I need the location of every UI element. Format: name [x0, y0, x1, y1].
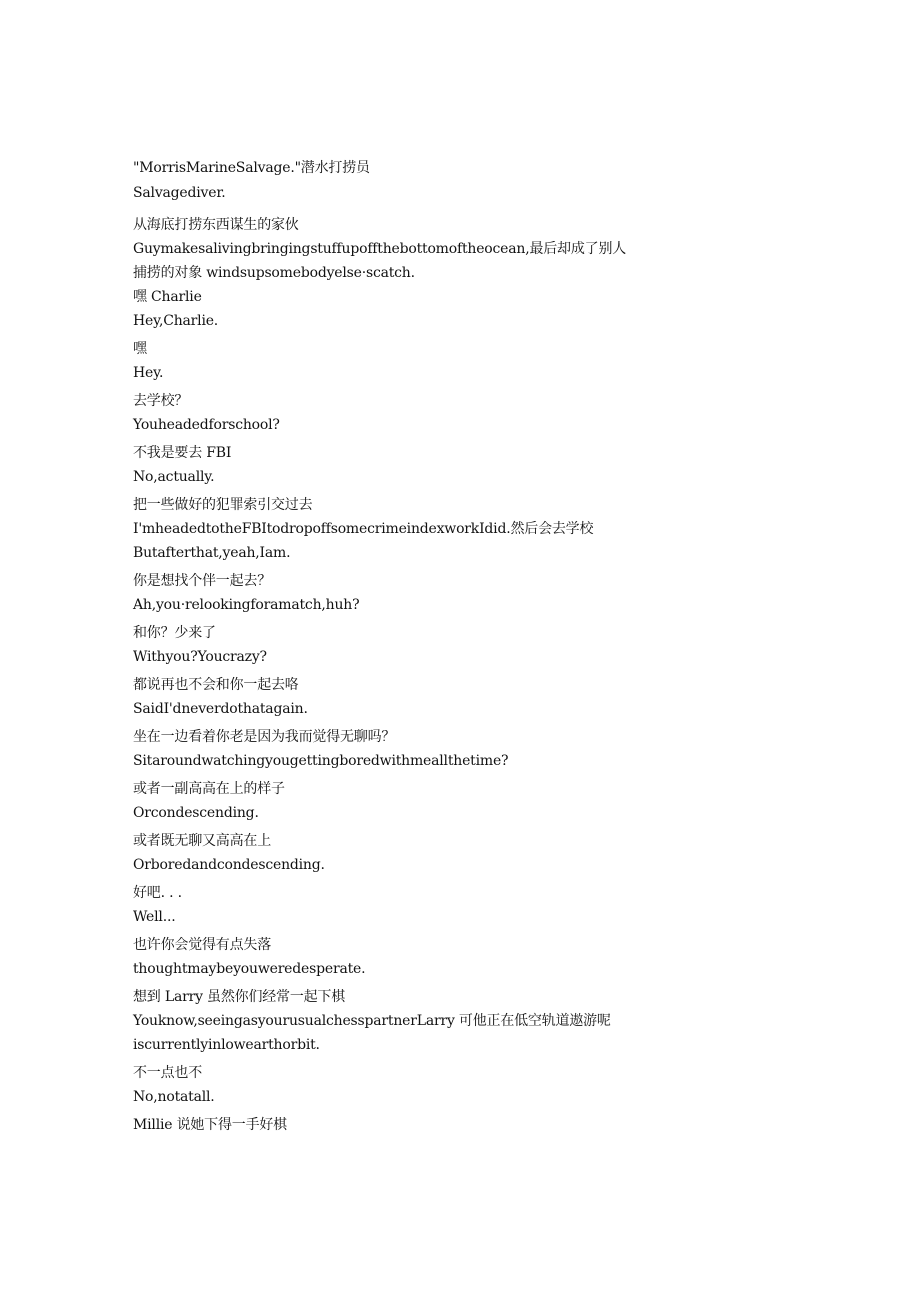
subtitle-line: 坐在一边看着你老是因为我而觉得无聊吗？	[133, 729, 396, 745]
subtitle-line: 想到 Larry 虽然你们经常一起下棋	[133, 989, 346, 1005]
subtitle-line: 和你？少来了	[133, 625, 216, 641]
subtitle-line: 不我是要去 FBI	[133, 445, 232, 461]
subtitle-line: I'mheadedtotheFBItodropoffsomecrimeindexworkIdid.然后会去学校	[133, 521, 594, 537]
subtitle-line: 也许你会觉得有点失落	[133, 937, 271, 953]
subtitle-line: Hey.	[133, 365, 164, 381]
subtitle-line: Millie 说她下得一手好棋	[133, 1117, 287, 1133]
subtitle-line: Youknow,seeingasyourusualchesspartnerLarry 可他正在低空轨道遨游呢	[133, 1013, 611, 1029]
subtitle-line: Sitaroundwatchingyougettingboredwithmeallthetime?	[133, 753, 509, 769]
subtitle-line: 嘿 Charlie	[133, 289, 202, 305]
subtitle-line: Orcondescending.	[133, 805, 259, 821]
subtitle-line: 都说再也不会和你一起去咯	[133, 677, 299, 693]
subtitle-line: Hey,Charlie.	[133, 313, 219, 329]
subtitle-line: SaidI'dneverdothatagain.	[133, 701, 308, 717]
subtitle-line: 去学校？	[133, 393, 189, 409]
subtitle-line: Salvagediver.	[133, 185, 226, 201]
subtitle-line: 你是想找个伴一起去？	[133, 573, 271, 589]
subtitle-line: iscurrentlyinlowearthorbit.	[133, 1037, 320, 1053]
subtitle-line: 好吧. . .	[133, 885, 182, 901]
subtitle-line: "MorrisMarineSalvage."潜水打捞员	[133, 160, 370, 176]
subtitle-line: No,actually.	[133, 469, 215, 485]
subtitle-line: Ah,you·relookingforamatch,huh?	[133, 597, 360, 613]
subtitle-line: Guymakesalivingbringingstuffupoffthebottomoftheocean,最后却成了别人	[133, 241, 627, 257]
subtitle-line: Butafterthat,yeah,Iam.	[133, 545, 291, 561]
subtitle-line: 或者既无聊又高高在上	[133, 833, 271, 849]
subtitle-line: 把一些做好的犯罪索引交过去	[133, 497, 313, 513]
subtitle-line: 从海底打捞东西谋生的家伙	[133, 217, 299, 233]
subtitle-line: Withyou?Youcrazy?	[133, 649, 267, 665]
subtitle-line: Well...	[133, 909, 176, 925]
subtitle-line: 不一点也不	[133, 1065, 202, 1081]
subtitle-line: 捕捞的对象 windsupsomebodyelse·scatch.	[133, 265, 415, 281]
subtitle-line: No,notatall.	[133, 1089, 215, 1105]
subtitle-line: Youheadedforschool?	[133, 417, 280, 433]
subtitle-line: 嘿	[133, 341, 147, 357]
subtitle-line: Orboredandcondescending.	[133, 857, 325, 873]
subtitle-line: thoughtmaybeyouweredesperate.	[133, 961, 366, 977]
subtitle-line: 或者一副高高在上的样子	[133, 781, 285, 797]
